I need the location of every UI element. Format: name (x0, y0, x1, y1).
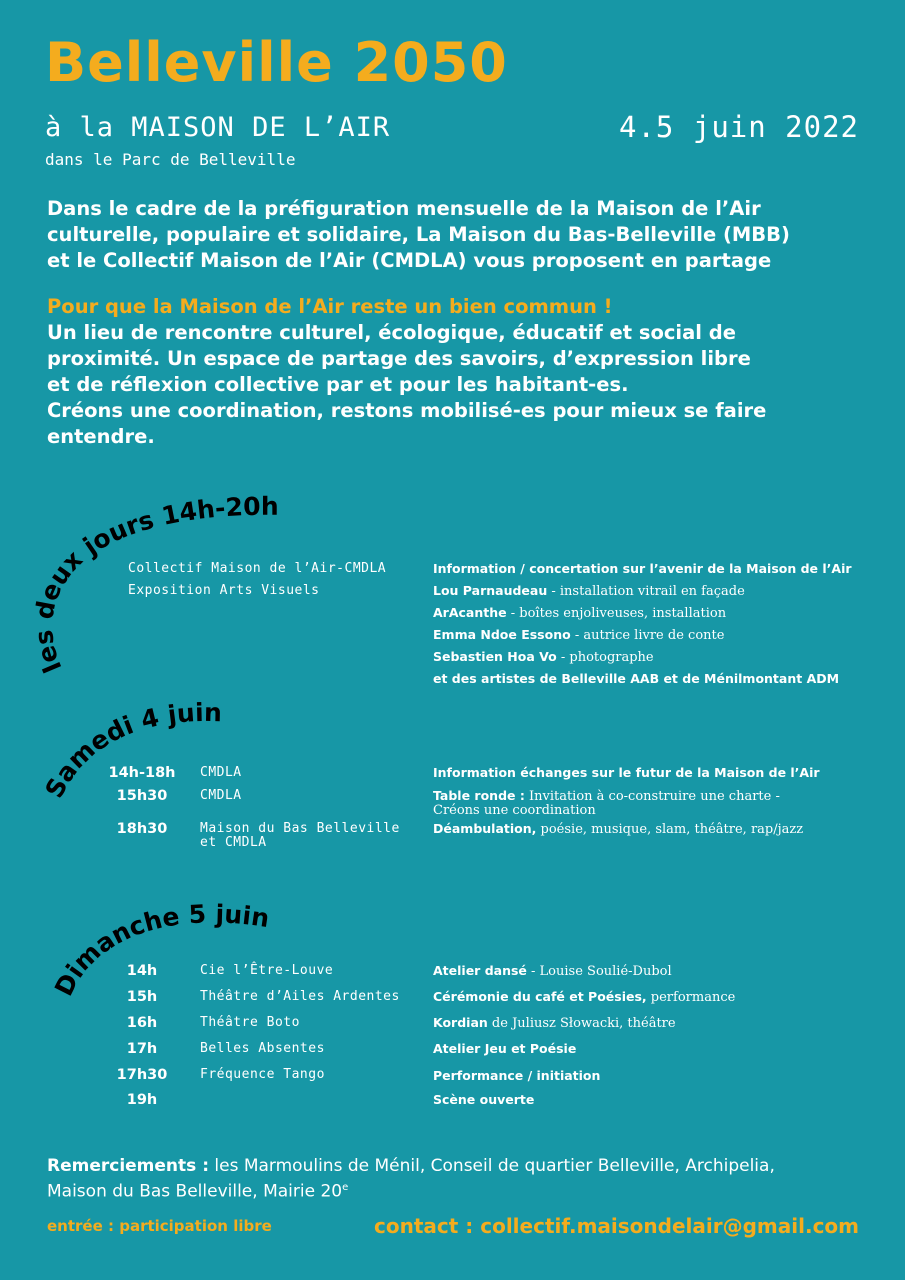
sunday-time: 16h (126, 1015, 158, 1031)
event-date: 4.5 juin 2022 (619, 110, 859, 144)
sunday-activity: Cérémonie du café et Poésies, performance (433, 989, 736, 1005)
heading-both-days: les deux jours 14h-20h (29, 491, 279, 677)
sunday-organizer: Cie l’Être-Louve (200, 963, 334, 978)
sunday-time: 17h30 (116, 1067, 168, 1083)
heading-sunday: Dimanche 5 juin (48, 899, 272, 1001)
both-days-item: Information / concertation sur l’avenir de la Maison de l’Air (433, 561, 852, 576)
heading-saturday: Samedi 4 juin (39, 697, 223, 803)
sunday-activity: Performance / initiation (433, 1068, 601, 1083)
both-days-item: ArAcanthe - boîtes enjoliveuses, installation (433, 605, 727, 621)
acknowledgements: Remerciements : les Marmoulins de Ménil, Conseil de quartier Belleville, Archipelia, Maison du Bas Belleville, Mairie 20e (47, 1156, 775, 1202)
manifest-headline: Pour que la Maison de l’Air reste un bien commun ! (47, 295, 613, 318)
sunday-organizer: Théâtre Boto (200, 1015, 300, 1030)
both-days-item: Lou Parnaudeau - installation vitrail en façade (433, 583, 745, 599)
saturday-activity: Information échanges sur le futur de la Maison de l’Air (433, 765, 820, 780)
venue-subtitle: à la MAISON DE L’AIR (45, 112, 391, 143)
saturday-activity: Déambulation, poésie, musique, slam, théâtre, rap/jazz (433, 821, 804, 837)
sunday-time: 17h (126, 1041, 158, 1057)
saturday-time: 18h30 (116, 821, 168, 837)
sunday-activity: Atelier Jeu et Poésie (433, 1041, 577, 1056)
manifest-line: Créons une coordination, restons mobilisé-es pour mieux se faire (47, 399, 767, 422)
manifest-line: entendre. (47, 425, 155, 448)
both-days-item: Emma Ndoe Essono - autrice livre de conte (433, 627, 725, 643)
intro-line: Dans le cadre de la préfiguration mensuelle de la Maison de l’Air (47, 197, 761, 220)
saturday-organizer: Maison du Bas Belleville et CMDLA (200, 821, 400, 850)
saturday-organizer: CMDLA (200, 788, 242, 803)
sunday-time: 14h (126, 963, 158, 979)
manifest-line: Un lieu de rencontre culturel, écologique, éducatif et social de (47, 321, 736, 344)
saturday-organizer: CMDLA (200, 765, 242, 780)
acknowledgements-label: Remerciements : (47, 1156, 209, 1176)
saturday-time: 14h-18h (108, 765, 176, 781)
sunday-time: 15h (126, 989, 158, 1005)
saturday-activity: Table ronde : Invitation à co-construire une charte - Créons une coordination (433, 788, 780, 818)
venue-location: dans le Parc de Belleville (45, 150, 296, 169)
intro-line: culturelle, populaire et solidaire, La Maison du Bas-Belleville (MBB) (47, 223, 790, 246)
sunday-organizer: Théâtre d’Ailes Ardentes (200, 989, 400, 1004)
both-days-item: et des artistes de Belleville AAB et de Ménilmontant ADM (433, 671, 840, 686)
sunday-organizer: Belles Absentes (200, 1041, 325, 1056)
entry-info: entrée : participation libre (47, 1217, 272, 1235)
sunday-activity: Atelier dansé - Louise Soulié-Dubol (433, 963, 672, 979)
manifest-line: proximité. Un espace de partage des savoirs, d’expression libre (47, 347, 751, 370)
poster-title: Belleville 2050 (45, 31, 508, 94)
sunday-organizer: Fréquence Tango (200, 1067, 325, 1082)
both-days-organizer: Collectif Maison de l’Air-CMDLA (128, 561, 387, 576)
sunday-activity: Kordian de Juliusz Słowacki, théâtre (433, 1015, 676, 1031)
manifest-line: et de réflexion collective par et pour les habitant-es. (47, 373, 629, 396)
saturday-time: 15h30 (116, 788, 168, 804)
both-days-item: Sebastien Hoa Vo - photographe (433, 649, 654, 665)
sunday-time: 19h (126, 1092, 158, 1108)
intro-line: et le Collectif Maison de l’Air (CMDLA) vous proposent en partage (47, 249, 772, 272)
both-days-exhibition: Exposition Arts Visuels (128, 583, 320, 598)
contact-email[interactable]: contact : collectif.maisondelair@gmail.com (374, 1214, 859, 1238)
sunday-activity: Scène ouverte (433, 1092, 535, 1107)
